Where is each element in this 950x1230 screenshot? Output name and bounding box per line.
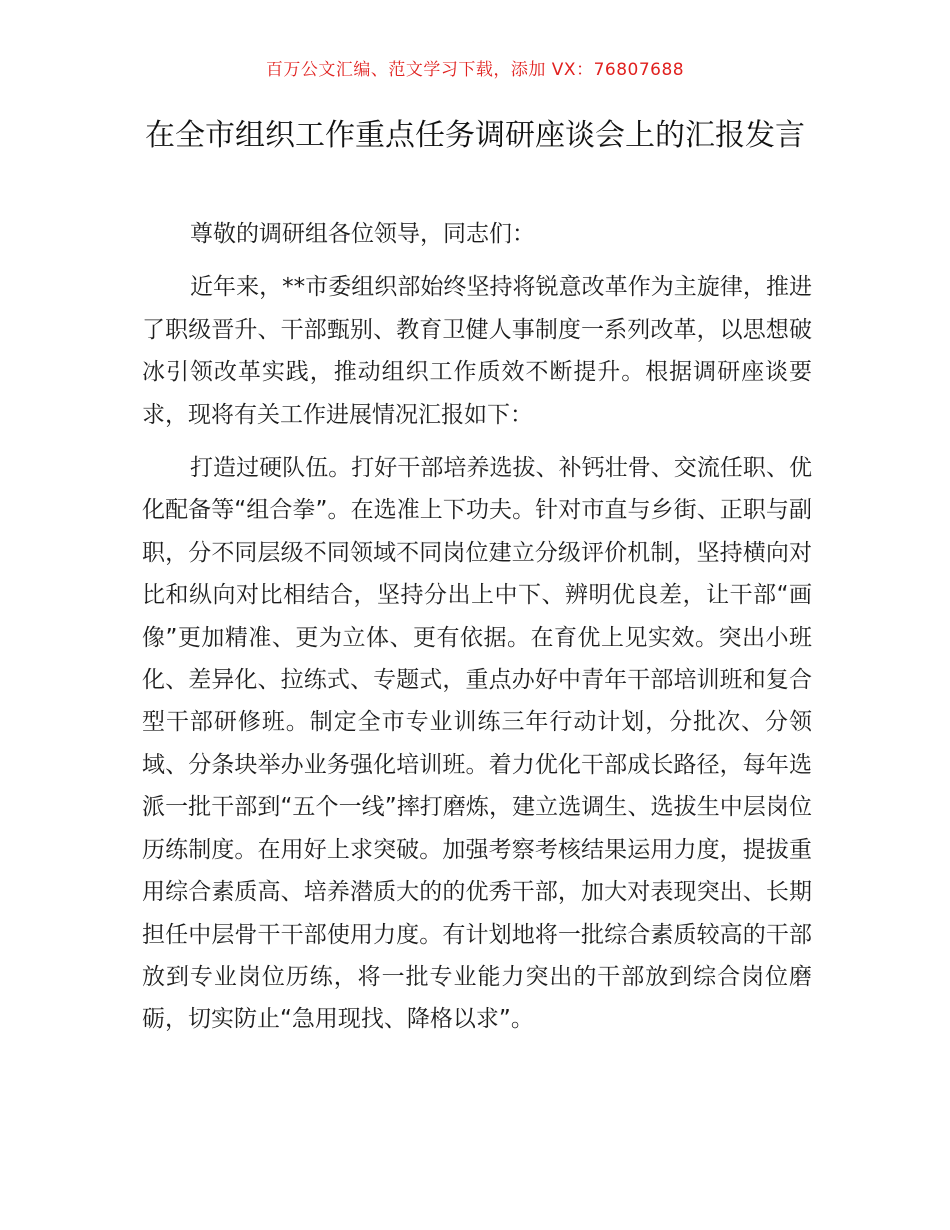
paragraph-team-building: 打造过硬队伍。打好干部培养选拔、补钙壮骨、交流任职、优化配备等“组合拳”。在选准上下功夫。针对市直与乡街、正职与副职，分不同层级不同领域不同岗位建立分级评价机制，坚持横向对比和纵向对比相结合，坚持分出上中下、辨明优良差，让干部“画像”更加精准、更为立体、更有依据。在育优上见实效。突出小班化、差异化、拉练式、专题式，重点办好中青年干部培训班和复合型干部研修班。制定全市专业训练三年行动计划，分批次、分领域、分条块举办业务强化培训班。着力优化干部成长路径，每年选派一批干部到“五个一线”摔打磨炼，建立选调生、选拔生中层岗位历练制度。在用好上求突破。加强考察考核结果运用力度，提拔重用综合素质高、培养潜质大的的优秀干部，加大对表现突出、长期担任中层骨干干部使用力度。有计划地将一批综合素质较高的干部放到专业岗位历练，将一批专业能力突出的干部放到综合岗位磨砺，切实防止“急用现找、降格以求”。 <box>142 455 812 1033</box>
salutation: 尊敬的调研组各位领导，同志们： <box>190 221 535 247</box>
paragraph-intro: 近年来，**市委组织部始终坚持将锐意改革作为主旋律，推进了职级晋升、干部甄别、教育卫健人事制度一系列改革，以思想破冰引领改革实践，推动组织工作质效不断提升。根据调研座谈要求，现将有关工作进展情况汇报如下： <box>142 274 812 428</box>
header-watermark: 百万公文汇编、范文学习下载，添加 VX：76807688 <box>265 60 685 80</box>
document-body <box>142 213 812 1041</box>
document-title: 在全市组织工作重点任务调研座谈会上的汇报发言 <box>145 118 805 153</box>
